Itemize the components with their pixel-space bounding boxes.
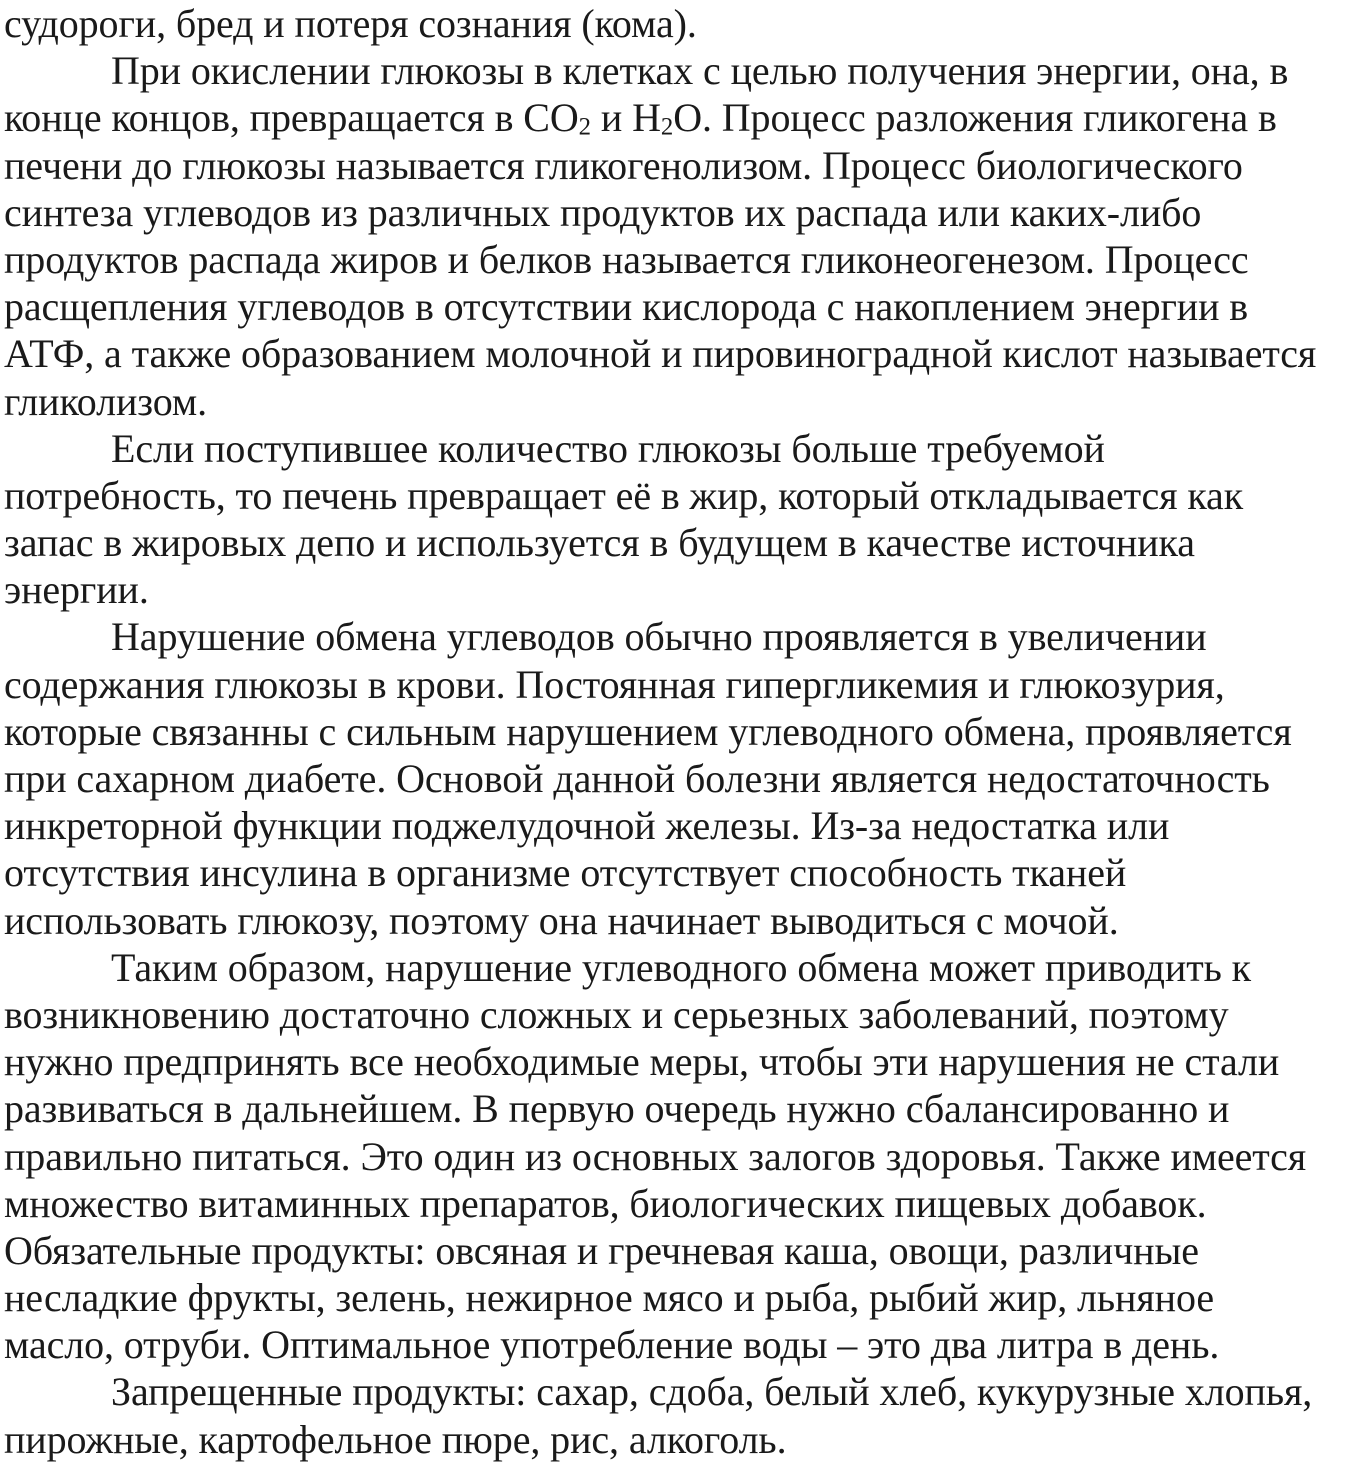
text-line: развиваться в дальнейшем. В первую очередь нужно сбалансированно и (4, 1086, 1230, 1132)
text-line: использовать глюкозу, поэтому она начинает выводиться с мочой. (4, 897, 1119, 943)
text-line: отсутствия инсулина в организме отсутствует способность тканей (4, 850, 1127, 896)
paragraph-first-line: Таким образом, нарушение углеводного обмена может приводить к (111, 944, 1251, 990)
paragraph-first-line: Запрещенные продукты: сахар, сдоба, белый хлеб, кукурузные хлопья, (111, 1369, 1313, 1415)
subscript: 2 (578, 114, 591, 142)
text-line: запас в жировых депо и используется в будущем в качестве источника (4, 520, 1195, 566)
text-line: множество витаминных препаратов, биологических пищевых добавок. (4, 1180, 1207, 1226)
text-line: нужно предпринять все необходимые меры, чтобы эти нарушения не стали (4, 1039, 1280, 1085)
text-line: пирожные, картофельное пюре, рис, алкоголь. (4, 1416, 787, 1462)
text-line: АТФ, а также образованием молочной и пировиноградной кислот называется (4, 331, 1317, 377)
text-segment: O. Процесс разложения гликогена в (673, 95, 1277, 141)
text-line: потребность, то печень превращает её в жир, который откладывается как (4, 472, 1244, 518)
text-line: расщепления углеводов в отсутствии кислорода с накоплением энергии в (4, 284, 1249, 330)
paragraph-first-line: Если поступившее количество глюкозы больше требуемой (111, 425, 1105, 471)
paragraph-first-line: Нарушение обмена углеводов обычно проявляется в увеличении (111, 614, 1207, 660)
text-line: возникновению достаточно сложных и серьезных заболеваний, поэтому (4, 991, 1229, 1037)
text-line: синтеза углеводов из различных продуктов их распада или каких-либо (4, 189, 1202, 235)
text-line: инкреторной функции поджелудочной железы. Из-за недостатка или (4, 803, 1170, 849)
text-line: энергии. (4, 567, 149, 613)
text-line: которые связанны с сильным нарушением углеводного обмена, проявляется (4, 708, 1292, 754)
text-line: продуктов распада жиров и белков называется гликонеогенезом. Процесс (4, 236, 1249, 282)
text-line: судороги, бред и потеря сознания (кома). (4, 1, 697, 46)
text-line: правильно питаться. Это один из основных залогов здоровья. Также имеется (4, 1133, 1307, 1179)
text-line: масло, отруби. Оптимальное употребление воды – это два литра в день. (4, 1322, 1220, 1368)
text-line: содержания глюкозы в крови. Постоянная гипергликемия и глюкозурия, (4, 661, 1225, 707)
text-segment: и H (590, 95, 661, 141)
text-line: гликолизом. (4, 378, 208, 424)
text-line: несладкие фрукты, зелень, нежирное мясо и рыба, рыбий жир, льняное (4, 1275, 1214, 1321)
text-segment: конце концов, превращается в CO (4, 95, 579, 141)
text-line-with-formulas (4, 94, 1368, 141)
subscript: 2 (660, 114, 674, 142)
text-line: печени до глюкозы называется гликогенолизом. Процесс биологического (4, 142, 1243, 188)
paragraph-first-line: При окислении глюкозы в клетках с целью получения энергии, она, в (111, 48, 1289, 94)
text-line: при сахарном диабете. Основой данной болезни является недостаточность (4, 756, 1270, 801)
document-body (4, 0, 1368, 1463)
text-line: Обязательные продукты: овсяная и гречневая каша, овощи, различные (4, 1227, 1199, 1273)
